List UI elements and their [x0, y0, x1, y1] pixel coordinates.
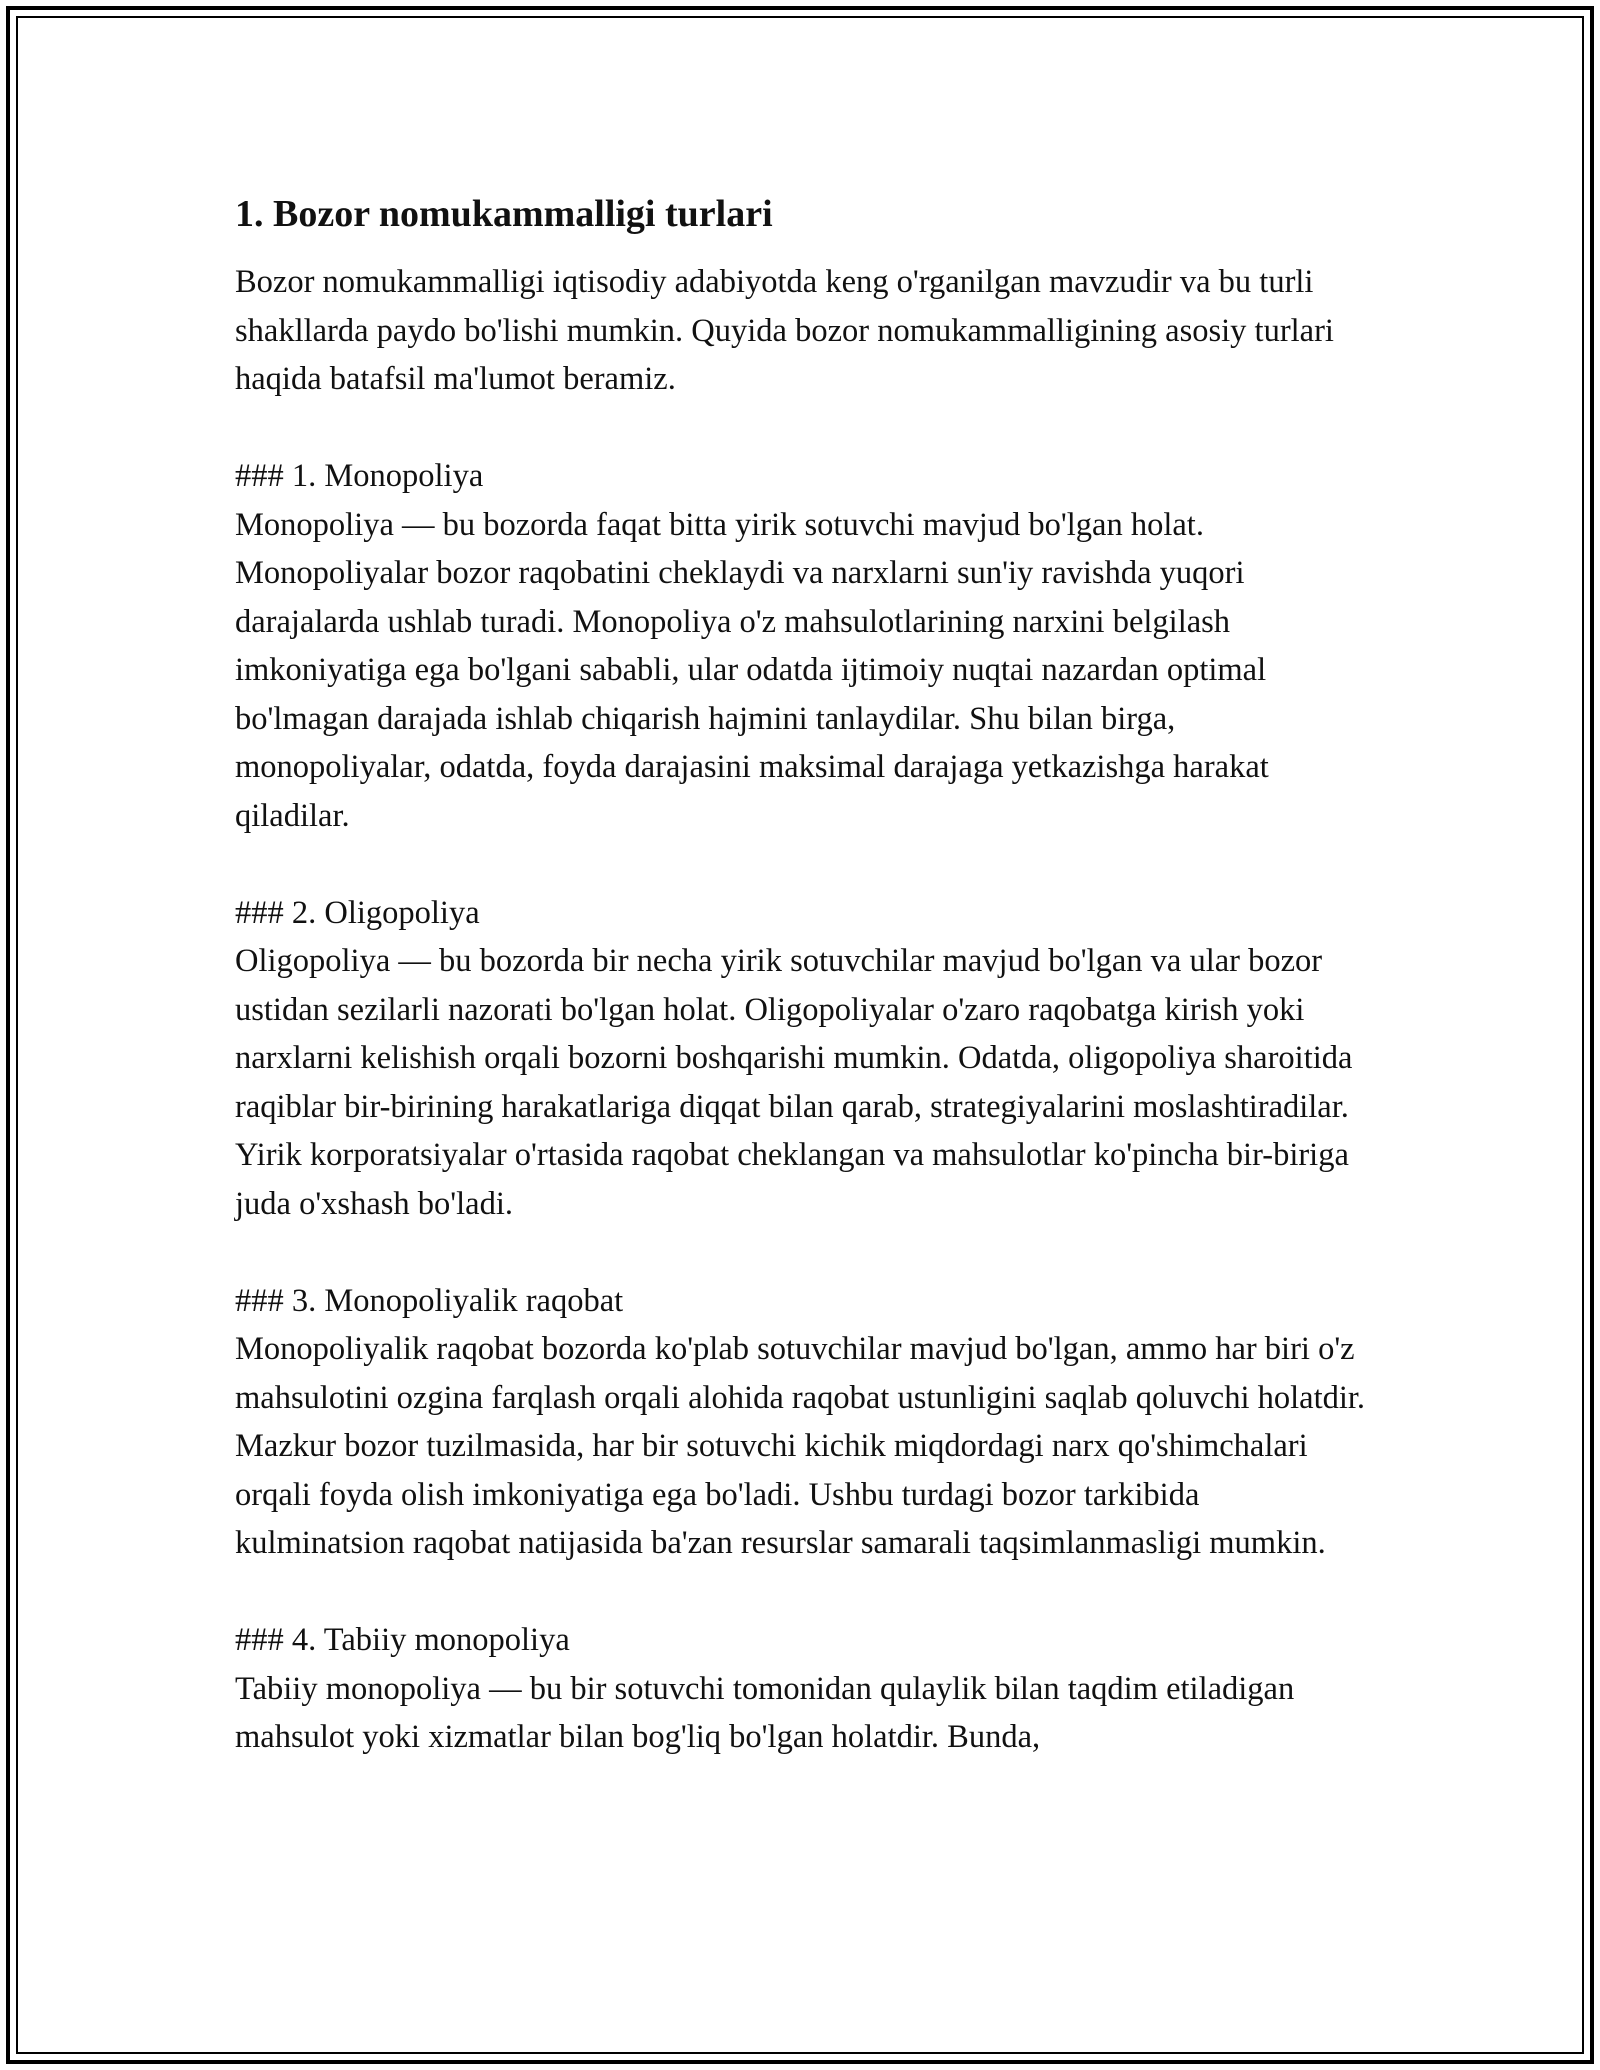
- section-heading: ### 4. Tabiiy monopoliya: [235, 1622, 570, 1658]
- section-heading: ### 2. Oligopoliya: [235, 894, 480, 931]
- section-heading: ### 1. Monopoliya: [235, 458, 484, 494]
- section-body: Monopoliya — bu bozorda faqat bitta yirik sotuvchi mavjud bo'lgan holat. Monopoliyalar bozor raqobatini cheklaydi va narxlarni sun'iy ravishda yuqori darajalarda ushlab turadi. Monopoliya o'z mahsulotlarining narxini belgilash imkoniyatiga ega bo'lgani sababli, ular odatda ijtimoiy nuqtai nazardan optimal bo'lmagan darajada ishlab chiqarish hajmini tanlaydilar. Shu bilan birga, monopoliyalar, odatda, foyda darajasini maksimal darajaga yetkazishga harakat qiladilar.: [235, 506, 1269, 834]
- section-monopoliyalik-raqobat: [235, 1277, 1375, 1568]
- intro-paragraph: Bozor nomukammalligi iqtisodiy adabiyotda keng o'rganilgan mavzudir va bu turli shakllarda paydo bo'lishi mumkin. Quyida bozor nomukammalligining asosiy turlari haqida batafsil ma'lumot beramiz.: [235, 264, 1334, 397]
- document-body: [235, 186, 1375, 1762]
- section-body: Monopoliyalik raqobat bozorda ko'plab sotuvchilar mavjud bo'lgan, ammo har biri o'z mahsulotini ozgina farqlash orqali alohida raqobat ustunligini saqlab qoluvchi holatdir. Mazkur bozor tuzilmasida, har bir sotuvchi kichik miqdordagi narx qo'shimchalari orqali foyda olish imkoniyatiga ega bo'ladi. Ushbu turdagi bozor tarkibida kulminatsion raqobat natijasida ba'zan resurslar samarali taqsimlanmasligi mumkin.: [235, 1331, 1366, 1561]
- section-monopoliya: [235, 452, 1375, 840]
- section-body: Tabiiy monopoliya — bu bir sotuvchi tomonidan qulaylik bilan taqdim etiladigan mahsulot yoki xizmatlar bilan bog'liq bo'lgan holatdir. Bunda,: [235, 1670, 1295, 1755]
- document-title: 1. Bozor nomukammalligi turlari: [235, 193, 773, 235]
- section-heading: ### 3. Monopoliyalik raqobat: [235, 1282, 624, 1319]
- section-oligopoliya: [235, 889, 1375, 1229]
- section-tabiiy-monopoliya: [235, 1616, 1375, 1762]
- section-body: Oligopoliya — bu bozorda bir necha yirik sotuvchilar mavjud bo'lgan va ular bozor ustidan sezilarli nazorati bo'lgan holat. Oligopoliyalar o'zaro raqobatga kirish yoki narxlarni kelishish orqali bozorni boshqarishi mumkin. Odatda, oligopoliya sharoitida raqiblar bir-birining harakatlariga diqqat bilan qarab, strategiyalarini moslashtiradilar. Yirik korporatsiyalar o'rtasida raqobat cheklangan va mahsulotlar ko'pincha bir-biriga juda o'xshash bo'ladi.: [235, 943, 1353, 1222]
